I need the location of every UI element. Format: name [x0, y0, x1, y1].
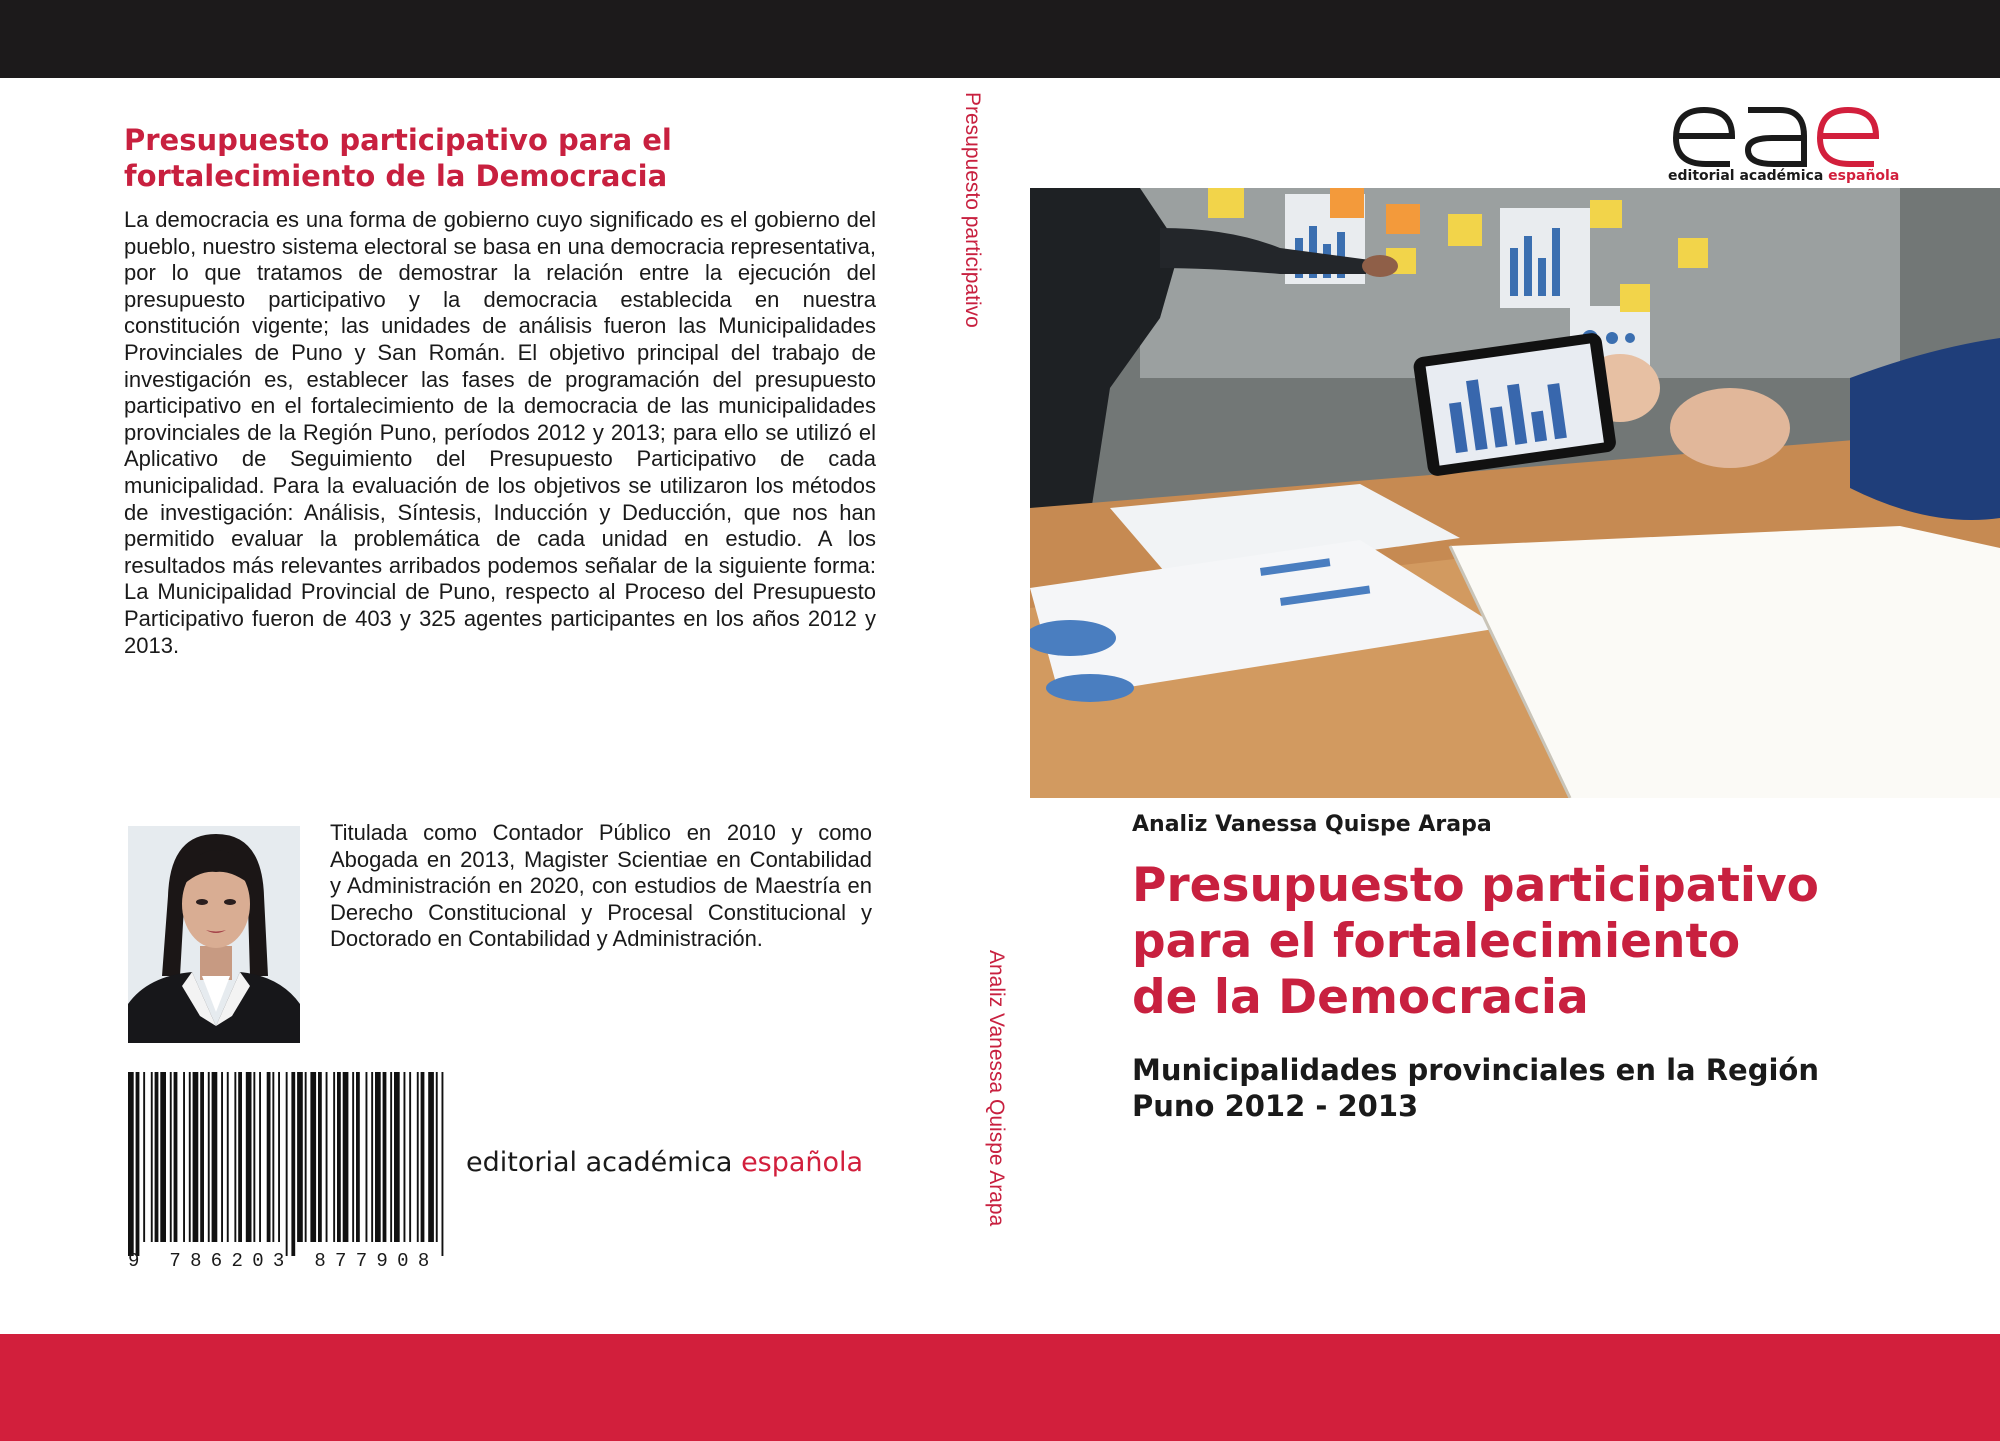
barcode-bar — [128, 1072, 134, 1256]
front-subtitle — [1132, 1052, 1952, 1124]
barcode-bar — [421, 1072, 425, 1242]
barcode-bar — [272, 1072, 274, 1242]
barcode-bar — [143, 1072, 145, 1242]
back-publisher-name — [466, 1146, 886, 1180]
barcode-bar — [394, 1072, 400, 1242]
barcode-bar — [136, 1072, 140, 1256]
barcode-bar — [442, 1072, 444, 1256]
cover-photo — [1030, 188, 2000, 798]
isbn-barcode — [126, 1072, 452, 1268]
front-title-line-1: Presupuesto participativo — [1132, 858, 1819, 913]
spine-author: Analiz Vanessa Quispe Arapa — [985, 950, 1008, 1227]
logo-caption-accent: española — [1828, 168, 1900, 184]
author-photo — [128, 826, 300, 1043]
barcode-bar — [356, 1072, 360, 1242]
barcode-bar — [333, 1072, 335, 1242]
barcode-bar — [366, 1072, 368, 1242]
barcode-bar — [227, 1072, 229, 1242]
back-cover-title — [124, 122, 884, 194]
barcode-bar — [234, 1072, 236, 1242]
barcode-bar — [212, 1072, 218, 1242]
barcode-bar — [390, 1072, 392, 1242]
barcode-bar — [208, 1072, 210, 1242]
back-cover-blurb: La democracia es una forma de gobierno cuyo significado es el gobierno del pueblo, nuestro sistema electoral se basa en una democracia representativa, por lo que tratamos de demostrar la relación entre la ejecución del presupuesto participativo y la democracia establecida en nuestra constitución vigente; las unidades de análisis fueron las Municipalidades Provinciales de Puno y San Román. El objetivo principal del trabajo de investigación es, establecer las fases de programación del presupuesto participativo en el fortalecimiento de la democracia de las municipalidades provinciales de la Región Puno, períodos 2012 y 2013; para ello se utilizó el Aplicativo de Seguimiento del Presupuesto Participativo de cada municipalidad. Para la evaluación de los objetivos se utilizaron los métodos de investigación: Análisis, Síntesis, Inducción y Deducción, que nos han permitido evaluar la problemática de cada unidad en estudio. A los resultados más relevantes arribados podemos señalar de la siguiente forma: La Municipalidad Provincial de Puno, respecto al Proceso del Presupuesto Participativo fueron de 403 y 325 agentes participantes en los años 2012 y 2013. — [124, 207, 876, 658]
front-title-line-2: para el fortalecimiento — [1132, 914, 1741, 969]
barcode-bar — [417, 1072, 419, 1242]
logo-caption — [1668, 168, 1900, 184]
front-title-line-3: de la Democracia — [1132, 970, 1589, 1025]
logo-caption-main: editorial académica — [1668, 168, 1829, 184]
barcode-bar — [326, 1072, 328, 1242]
front-subtitle-line-1: Municipalidades provinciales en la Región — [1132, 1053, 1819, 1087]
barcode-bar — [409, 1072, 411, 1242]
barcode-bar — [343, 1072, 349, 1242]
publisher-accent: española — [741, 1147, 864, 1178]
barcode-bar — [286, 1072, 288, 1256]
front-title — [1132, 858, 1972, 1026]
barcode-bar — [253, 1072, 255, 1242]
barcode-bar — [200, 1072, 204, 1242]
spine-title: Presupuesto participativo — [961, 92, 984, 328]
barcode-bar — [151, 1072, 153, 1242]
back-title-line-2: fortalecimiento de la Democracia — [124, 159, 668, 193]
barcode-image — [126, 1072, 452, 1268]
barcode-bar — [170, 1072, 172, 1242]
barcode-bar — [337, 1072, 341, 1242]
top-band — [0, 0, 2000, 78]
publisher-main: editorial académica — [466, 1147, 742, 1178]
front-author: Analiz Vanessa Quispe Arapa — [1132, 812, 1492, 837]
business-meeting-photo — [1030, 188, 2000, 798]
barcode-bar — [352, 1072, 354, 1242]
barcode-bar — [371, 1072, 373, 1242]
barcode-bar — [297, 1072, 303, 1242]
barcode-bar — [278, 1072, 280, 1242]
barcode-bar — [375, 1072, 381, 1242]
isbn-digits: 9 786203 877908 — [128, 1250, 439, 1268]
author-portrait-image — [128, 826, 300, 1043]
barcode-bar — [428, 1072, 434, 1242]
barcode-bar — [193, 1072, 199, 1242]
barcode-bar — [436, 1072, 438, 1242]
back-title-line-1: Presupuesto participativo para el — [124, 123, 672, 157]
front-subtitle-line-2: Puno 2012 - 2013 — [1132, 1089, 1419, 1123]
barcode-bar — [155, 1072, 159, 1242]
barcode-bar — [259, 1072, 261, 1242]
barcode-bar — [318, 1072, 322, 1242]
barcode-bar — [291, 1072, 295, 1256]
barcode-bar — [160, 1072, 166, 1242]
barcode-bar — [189, 1072, 191, 1242]
barcode-bar — [174, 1072, 178, 1242]
barcode-bar — [310, 1072, 316, 1242]
bottom-band — [0, 1334, 2000, 1441]
barcode-bar — [404, 1072, 406, 1242]
barcode-bar — [383, 1072, 387, 1242]
barcode-bar — [238, 1072, 242, 1242]
author-bio: Titulada como Contador Público en 2010 y como Abogada en 2013, Magister Scientiae en Contabilidad y Administración en 2020, con estudios de Maestría en Derecho Constitucional y Procesal Constitucional y Doctorado en Contabilidad y Administración. — [330, 820, 872, 952]
barcode-bar — [305, 1072, 307, 1242]
barcode-bar — [183, 1072, 185, 1242]
barcode-bar — [246, 1072, 252, 1242]
barcode-bar — [267, 1072, 271, 1242]
barcode-bar — [221, 1072, 223, 1242]
